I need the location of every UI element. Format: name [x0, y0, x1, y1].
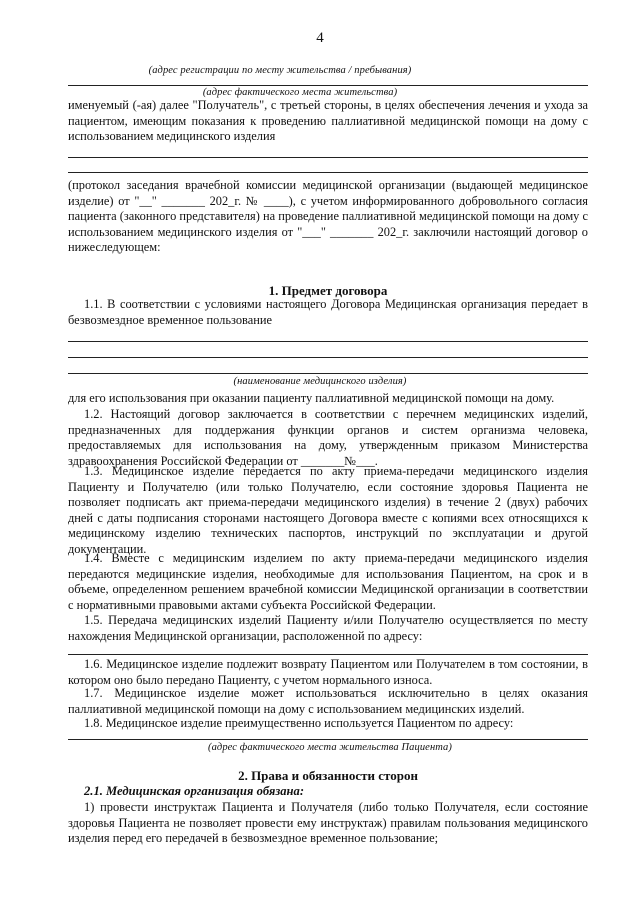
- paragraph-1-1: 1.1. В соответствии с условиями настоящего Договора Медицинская организация передает в безвозмездное временное пользование: [68, 297, 588, 327]
- paragraph-2-1: 2.1. Медицинская организация обязана:: [84, 784, 305, 798]
- paragraph-1-7: 1.7. Медицинское изделие может использоваться исключительно в целях оказания паллиативной медицинской помощи на дому с использованием медицинских изделий.: [68, 686, 588, 716]
- paragraph-1-4: 1.4. Вместе с медицинским изделием по акту приема-передачи медицинского изделия передаются медицинские изделия, необходимые для использования Пациентом, на срок и в объеме, определенном решением врачебной комиссии Медицинской организации в соответствии с нормативными правовыми актами субъекта Российской Федерации.: [68, 551, 588, 612]
- fill-line: [68, 739, 588, 740]
- protocol-paragraph: (протокол заседания врачебной комиссии медицинской организации (выдающей медицинское изделие) от "__" _______ 202_г. № ____), с учетом информированного добровольного согласия пациента (законного представителя) на проведение паллиативной медицинской помощи на дому с использованием медицинского изделия от "___" _______ 202_г. заключили настоящий договор о нижеследующем:: [68, 178, 588, 255]
- caption-registration-address: (адрес регистрации по месту жительства / пребывания): [148, 65, 412, 76]
- section-1-title: 1. Предмет договора: [268, 283, 388, 298]
- fill-line: [68, 172, 588, 173]
- paragraph-1-8: 1.8. Медицинское изделие преимущественно используется Пациентом по адресу:: [84, 716, 514, 730]
- fill-line: [68, 357, 588, 358]
- caption-device-name: (наименование медицинского изделия): [233, 376, 407, 387]
- paragraph-2-1-1: 1) провести инструктаж Пациента и Получателя (либо только Получателя, если состояние здоровья Пациента не позволяет провести ему инструктаж) правилам пользования медицинского изделия перед его передачей в безвозмездное временное пользование;: [68, 800, 588, 846]
- paragraph-1-5: 1.5. Передача медицинских изделий Пациенту и/или Получателю осуществляется по месту нахождения Медицинской организации, расположенной по адресу:: [68, 613, 588, 643]
- fill-line: [68, 654, 588, 655]
- page-number: 4: [316, 30, 324, 46]
- caption-actual-address: (адрес фактического места жительства): [202, 87, 398, 98]
- intro-paragraph: именуемый (-ая) далее "Получатель", с третьей стороны, в целях обеспечения лечения и ухода за пациентом, имеющим показания к проведению паллиативной медицинской помощи на дому с использованием медицинского изделия: [68, 98, 588, 144]
- section-2-title: 2. Права и обязанности сторон: [238, 768, 418, 783]
- paragraph-1-2: 1.2. Настоящий договор заключается в соответствии с перечнем медицинских изделий, предназначенных для поддержания функции органов и систем организма человека, предоставляемых для использования на дому, утвержденным приказом Министерства здравоохранения Российской Федерации от _______№___.: [68, 407, 588, 468]
- caption-patient-address: (адрес фактического места жительства Пациента): [207, 742, 453, 753]
- fill-line: [68, 341, 588, 342]
- paragraph-1-6: 1.6. Медицинское изделие подлежит возврату Пациентом или Получателем в том состоянии, в котором оно было передано Пациенту, с учетом нормального износа.: [68, 657, 588, 687]
- fill-line: [68, 85, 588, 86]
- fill-line: [68, 373, 588, 374]
- paragraph-1-3: 1.3. Медицинское изделие передается по акту приема-передачи медицинского изделия Пациенту и Получателю (или только Получателю, если состояние здоровья Пациента не позволяет подписать акт приема-передачи медицинского изделия) в течение 2 (двух) рабочих дней с даты подписания сторонами настоящего Договора вместе с копиями всех относящихся к медицинскому изделию технических паспортов, инструкций по эксплуатации и другой документации.: [68, 464, 588, 556]
- paragraph-1-1-end: для его использования при оказании пациенту паллиативной медицинской помощи на дому.: [68, 391, 555, 405]
- fill-line: [68, 157, 588, 158]
